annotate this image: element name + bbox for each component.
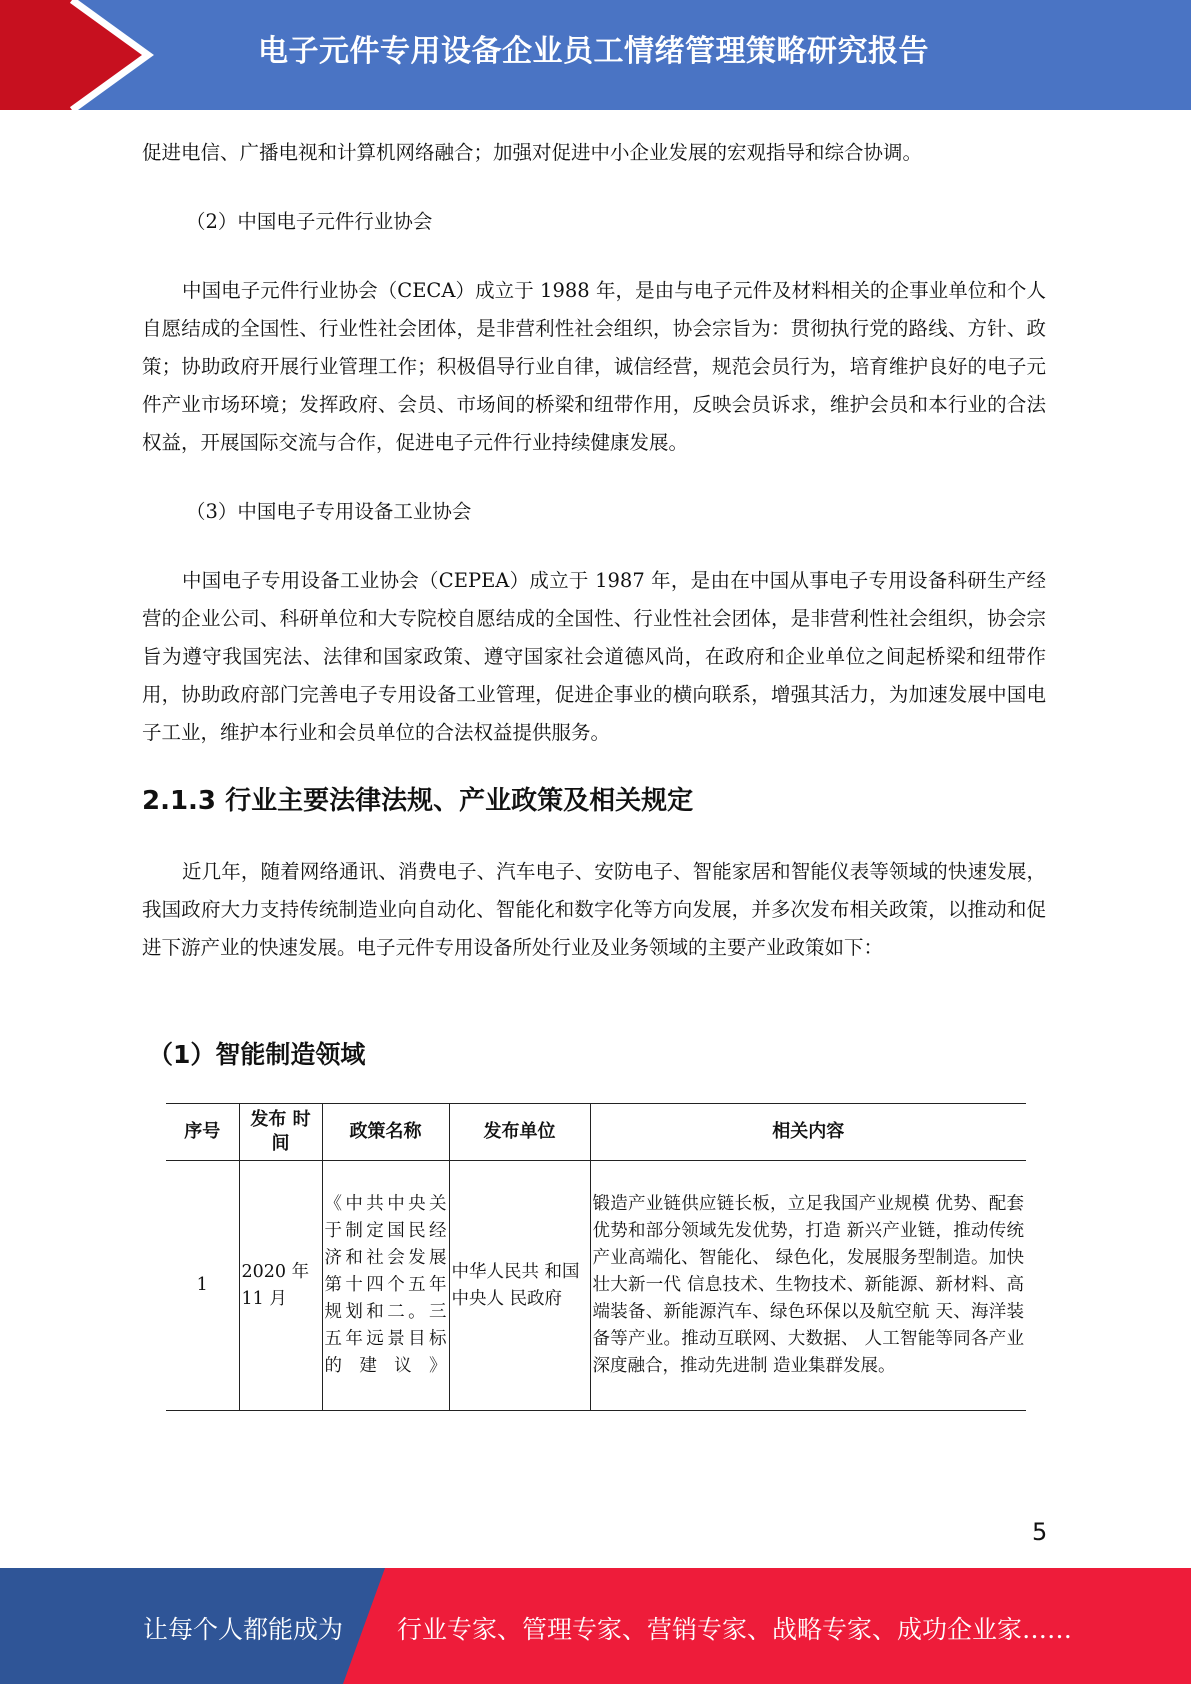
col-header-index: 序号	[166, 1104, 239, 1161]
subsection-heading: （1）智能制造领域	[148, 1040, 366, 1069]
policy-table	[166, 1103, 1026, 1411]
subheading-ceca: （2）中国电子元件行业协会	[186, 210, 433, 233]
table-header-row	[166, 1104, 1026, 1161]
policy-intro-paragraph: 近几年，随着网络通讯、消费电子、汽车电子、安防电子、智能家居和智能仪表等领域的快速发展，我国政府大力支持传统制造业向自动化、智能化和数字化等方向发展，并多次发布相关政策，以推动和促进下游产业的快速发展。电子元件专用设备所处行业及业务领域的主要产业政策如下：	[142, 860, 1046, 959]
col-header-content: 相关内容	[590, 1104, 1026, 1161]
intro-paragraph: 促进电信、广播电视和计算机网络融合；加强对促进中小企业发展的宏观指导和综合协调。	[142, 141, 923, 164]
subheading-cepea: （3）中国电子专用设备工业协会	[186, 500, 472, 523]
cell-index: 1	[166, 1161, 239, 1411]
col-header-policy-name: 政策名称	[322, 1104, 449, 1161]
cell-content: 锻造产业链供应链长板，立足我国产业规模 优势、配套优势和部分领域先发优势，打造 新兴产业链，推动传统产业高端化、智能化、 绿色化，发展服务型制造。加快壮大新一代 信息技术、生物技术、新能源、新材料、高 端装备、新能源汽车、绿色环保以及航空航 天、海洋装备等产业。推动互联网、大数据、 人工智能等同各产业深度融合，推动先进制 造业集群发展。	[590, 1161, 1026, 1411]
cepea-paragraph: 中国电子专用设备工业协会（CEPEA）成立于 1987 年，是由在中国从事电子专用设备科研生产经营的企业公司、科研单位和大专院校自愿结成的全国性、行业性社会团体，是非营利性社会组织，协会宗旨为遵守我国宪法、法律和国家政策、遵守国家社会道德风尚，在政府和企业单位之间起桥梁和纽带作用，协助政府部门完善电子专用设备工业管理，促进企事业的横向联系，增强其活力，为加速发展中国电子工业，维护本行业和会员单位的合法权益提供服务。	[142, 569, 1046, 744]
cell-policy-name: 《中共中央关于制定国民经济和社会发展第十四个五年规划和二。三五年远景目标的建议》	[322, 1161, 449, 1411]
report-title: 电子元件专用设备企业员工情绪管理策略研究报告	[258, 34, 929, 69]
table-row	[166, 1161, 1026, 1411]
footer-slogan-left: 让每个人都能成为	[143, 1615, 344, 1644]
page-number: 5	[1032, 1518, 1048, 1546]
cell-date: 2020 年 11 月	[239, 1161, 322, 1411]
ceca-paragraph: 中国电子元件行业协会（CECA）成立于 1988 年，是由与电子元件及材料相关的企事业单位和个人自愿结成的全国性、行业性社会团体，是非营利性社会组织，协会宗旨为：贯彻执行党的路线、方针、政策；协助政府开展行业管理工作；积极倡导行业自律，诚信经营，规范会员行为，培育维护良好的电子元件产业市场环境；发挥政府、会员、市场间的桥梁和纽带作用，反映会员诉求，维护会员和本行业的合法权益，开展国际交流与合作，促进电子元件行业持续健康发展。	[142, 279, 1046, 454]
section-heading: 2.1.3 行业主要法律法规、产业政策及相关规定	[142, 786, 694, 816]
footer-slogan-right: 行业专家、管理专家、营销专家、战略专家、成功企业家……	[397, 1615, 1073, 1644]
page-header	[0, 0, 1191, 110]
col-header-issuer: 发布单位	[449, 1104, 590, 1161]
page-footer	[0, 1568, 1191, 1684]
cell-issuer: 中华人民共 和国中央人 民政府	[449, 1161, 590, 1411]
col-header-date: 发布 时间	[239, 1104, 322, 1161]
